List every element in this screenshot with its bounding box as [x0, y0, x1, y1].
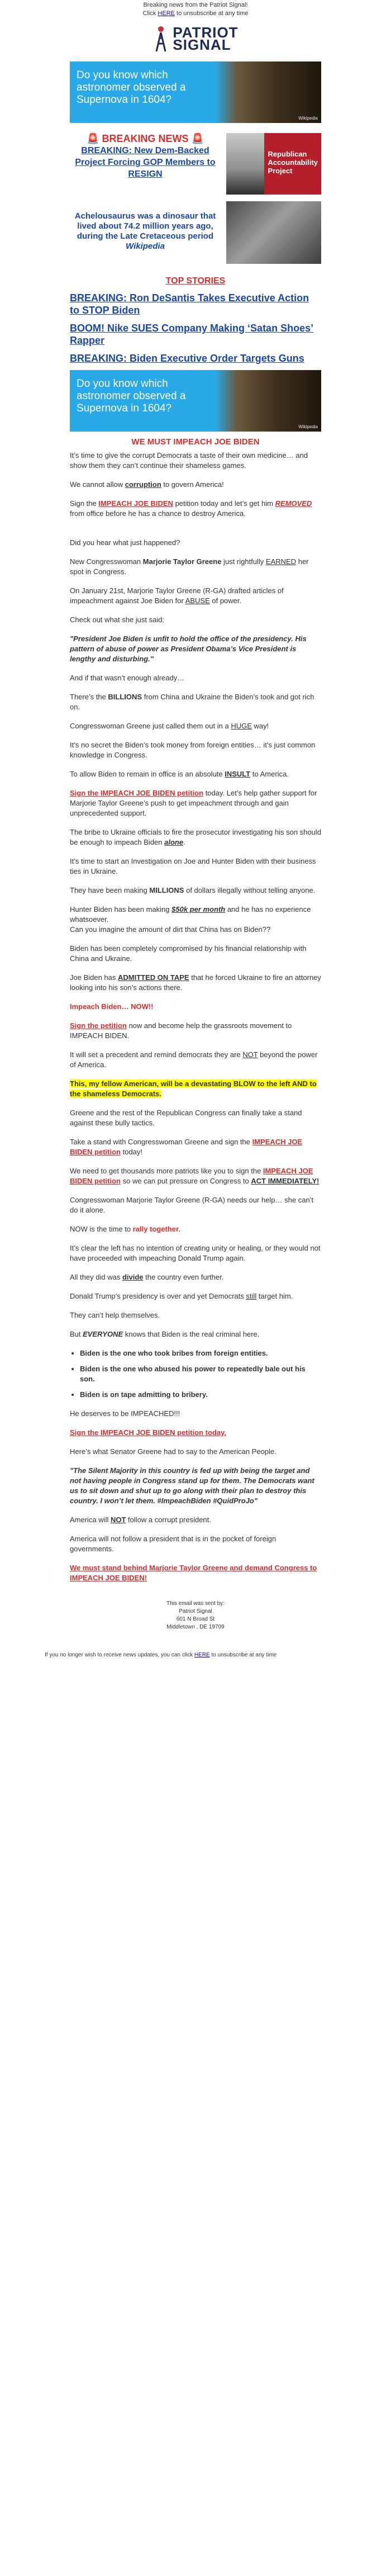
- list-item: • Biden is the one who abused his power to repeatedly bale out his son.: [80, 1364, 321, 1384]
- highlight: This, my fellow American, will be a devastating BLOW to the left AND to the shameless Democrats.: [70, 1079, 317, 1098]
- breaking-news-image[interactable]: [226, 133, 321, 195]
- paragraph: America will NOT follow a corrupt president.: [70, 1516, 211, 1524]
- paragraph: Joe Biden has ADMITTED ON TAPE that he forced Ukraine to fire an attorney looking into his son’s actions there.: [70, 973, 321, 992]
- paragraph: They have been making MILLIONS of dollars illegally without telling anyone.: [70, 886, 316, 894]
- paragraph: [70, 1428, 321, 1438]
- rap-box: Republican Accountability Project: [264, 133, 321, 195]
- top-story-link[interactable]: BOOM! Nike SUES Company Making ‘Satan Shoes’ Rapper: [70, 323, 314, 346]
- paragraph: Take a stand with Congresswoman Greene and sign the IMPEACH JOE BIDEN petition today!: [70, 1138, 303, 1156]
- ad-banner[interactable]: [70, 370, 321, 432]
- paragraph: [70, 1563, 321, 1583]
- paragraph: America will not follow a president that is in the pocket of foreign governments.: [70, 1535, 276, 1553]
- petition-link[interactable]: IMPEACH JOE BIDEN petition: [70, 1138, 303, 1156]
- antenna-icon: [152, 25, 169, 53]
- email-container: [45, 0, 346, 1659]
- astronomer-portrait-image: [215, 61, 321, 123]
- petition-link[interactable]: We must stand behind Marjorie Taylor Greene and demand Congress to IMPEACH JOE BIDEN!: [70, 1564, 317, 1582]
- dinosaur-skull-image[interactable]: [226, 201, 321, 264]
- ad-banner[interactable]: [70, 61, 321, 123]
- paragraph: But EVERYONE knows that Biden is the real criminal here.: [70, 1330, 260, 1338]
- paragraph: Here’s what Senator Greene had to say to the American People.: [70, 1447, 276, 1456]
- top-story-link[interactable]: BREAKING: Biden Executive Order Targets Guns: [70, 353, 304, 364]
- paragraph: NOW is the time to rally together.: [70, 1225, 180, 1233]
- petition-link[interactable]: IMPEACH JOE BIDEN: [98, 499, 173, 508]
- article-body: [70, 437, 321, 1583]
- paragraph: Congresswoman Greene just called them out in a HUGE way!: [70, 722, 269, 730]
- paragraph: To allow Biden to remain in office is an absolute INSULT to America.: [70, 770, 289, 778]
- ad-text: Do you know which astronomer observed a Supernova in 1604?: [77, 69, 186, 106]
- paragraph: It’s no secret the Biden’s took money from foreign entities… it’s just common knowledge in Congress.: [70, 741, 316, 759]
- dino-text[interactable]: Achelousaurus was a dinosaur that lived about 74.2 million years ago, during the Late Cretaceous period: [74, 211, 216, 241]
- paragraph: They can’t help themselves.: [70, 1311, 160, 1319]
- paragraph: Greene and the rest of the Republican Congress can finally take a stand against these bully tactics.: [70, 1109, 302, 1127]
- paragraph: We need to get thousands more patriots like you to sign the IMPEACH JOE BIDEN petition so we can put pressure on Congress to ACT IMMEDIATELY!: [70, 1167, 320, 1185]
- logo-line1: PATRIOT: [173, 24, 239, 41]
- preheader: [45, 0, 346, 18]
- paragraph: On January 21st, Marjorie Taylor Greene (R-GA) drafted articles of impeachment against Joe Biden for ABUSE of power.: [70, 586, 284, 605]
- politician-portrait: [226, 133, 264, 195]
- paragraph: It will set a precedent and remind democrats they are NOT beyond the power of America.: [70, 1050, 318, 1069]
- paragraph: Sign the IMPEACH JOE BIDEN petition today and let’s get him REMOVED from office before he has a chance to destroy America.: [70, 499, 312, 518]
- logo-line2: SIGNAL: [173, 36, 231, 53]
- astronomer-portrait-image: [215, 370, 321, 432]
- breaking-news-link[interactable]: BREAKING: New Dem-Backed Project Forcing GOP Members to RESIGN: [75, 146, 216, 179]
- paragraph: And if that wasn’t enough already…: [70, 674, 185, 682]
- paragraph: Impeach Biden… NOW!!: [70, 1002, 154, 1011]
- paragraph: There’s the BILLIONS from China and Ukraine the Biden’s took and got rich on.: [70, 693, 314, 711]
- paragraph: The bribe to Ukraine officials to fire the prosecutor investigating his son should be enough to impeach Biden alone.: [70, 828, 321, 846]
- footer-unsubscribe: If you no longer wish to receive news updates, you can click HERE to unsubscribe at any time: [45, 1652, 277, 1658]
- bullet-list: [70, 1348, 321, 1400]
- paragraph: It’s time to start an Investigation on Joe and Hunter Biden with their business ties in Ukraine.: [70, 857, 316, 875]
- logo[interactable]: [45, 21, 346, 56]
- paragraph: Sign the IMPEACH JOE BIDEN petition today. Let’s help gather support for Marjorie Taylor Greene’s push to get impeachment through and gain unprecedented support.: [70, 789, 317, 817]
- preheader-line: Breaking news from the Patriot Signal!: [143, 2, 248, 8]
- petition-link[interactable]: Sign the petition: [70, 1021, 127, 1030]
- paragraph: Sign the petition now and become help the grassroots movement to IMPEACH BIDEN.: [70, 1021, 292, 1040]
- paragraph: Hunter Biden has been making $50k per month and he has no experience whatsoever. Can you imagine the amount of dirt that China has on Biden??: [70, 905, 311, 934]
- petition-link[interactable]: IMPEACH JOE BIDEN petition: [70, 1167, 313, 1185]
- paragraph: Donald Trump’s presidency is over and yet Democrats still target him.: [70, 1292, 293, 1300]
- petition-link[interactable]: Sign the IMPEACH JOE BIDEN petition: [70, 789, 204, 797]
- dino-block: [70, 201, 321, 264]
- paragraph: All they did was divide the country even further.: [70, 1273, 224, 1281]
- ad-source: Wikipedia: [298, 116, 318, 121]
- paragraph: New Congresswoman Marjorie Taylor Greene just rightfully EARNED her spot in Congress.: [70, 557, 309, 576]
- unsubscribe-link[interactable]: HERE: [158, 10, 175, 17]
- paragraph: He deserves to be IMPEACHED!!!: [70, 1409, 180, 1418]
- headline: WE MUST IMPEACH JOE BIDEN: [131, 437, 260, 447]
- top-story-link[interactable]: BREAKING: Ron DeSantis Takes Executive Action to STOP Biden: [70, 292, 309, 316]
- ad-text: Do you know which astronomer observed a Supernova in 1604?: [77, 378, 186, 414]
- unsubscribe-link[interactable]: HERE: [194, 1652, 210, 1658]
- ad-source: Wikipedia: [298, 424, 318, 429]
- quote: "The Silent Majority in this country is fed up with being the target and not having people in Congress stand up for them. The Democrats want us to sit down and shut up to go along with their plan to destroy this country. I won’t let them. #ImpeachBiden #QuidProJo": [70, 1466, 314, 1505]
- paragraph: Congresswoman Marjorie Taylor Greene (R-GA) needs our help… she can’t do it alone.: [70, 1196, 314, 1214]
- paragraph: Biden has been completely compromised by his financial relationship with China and Ukraine.: [70, 944, 307, 963]
- list-item: • Biden is on tape admitting to bribery.: [80, 1390, 321, 1400]
- dino-source: Wikipedia: [126, 242, 165, 251]
- paragraph: [70, 1079, 321, 1099]
- top-stories-heading: TOP STORIES: [165, 276, 226, 286]
- petition-link[interactable]: Sign the IMPEACH JOE BIDEN petition today.: [70, 1428, 226, 1437]
- breaking-news-block: [70, 133, 321, 195]
- footer-address: This email was sent by: Patriot Signal 601 N Broad St Middletown , DE 19709: [166, 1600, 225, 1630]
- paragraph: We cannot allow corruption to govern America!: [70, 480, 224, 489]
- preheader-unsubscribe: Click HERE to unsubscribe at any time: [142, 10, 249, 17]
- paragraph: It’s clear the left has no intention of creating unity or healing, or they would not have proceeded with impeaching Donald Trump again.: [70, 1244, 321, 1262]
- breaking-news-badge: 🚨 BREAKING NEWS 🚨: [87, 133, 204, 144]
- paragraph: Did you hear what just happened?: [70, 538, 180, 547]
- paragraph: It’s time to give the corrupt Democrats a taste of their own medicine… and show them they can’t continue their shameless games.: [70, 451, 308, 470]
- quote: "President Joe Biden is unfit to hold the office of the presidency. His pattern of abuse of power as President Obama’s Vice President is lengthy and disturbing.": [70, 634, 307, 663]
- list-item: • Biden is the one who took bribes from foreign entities.: [80, 1348, 321, 1358]
- paragraph: Check out what she just said:: [70, 615, 165, 624]
